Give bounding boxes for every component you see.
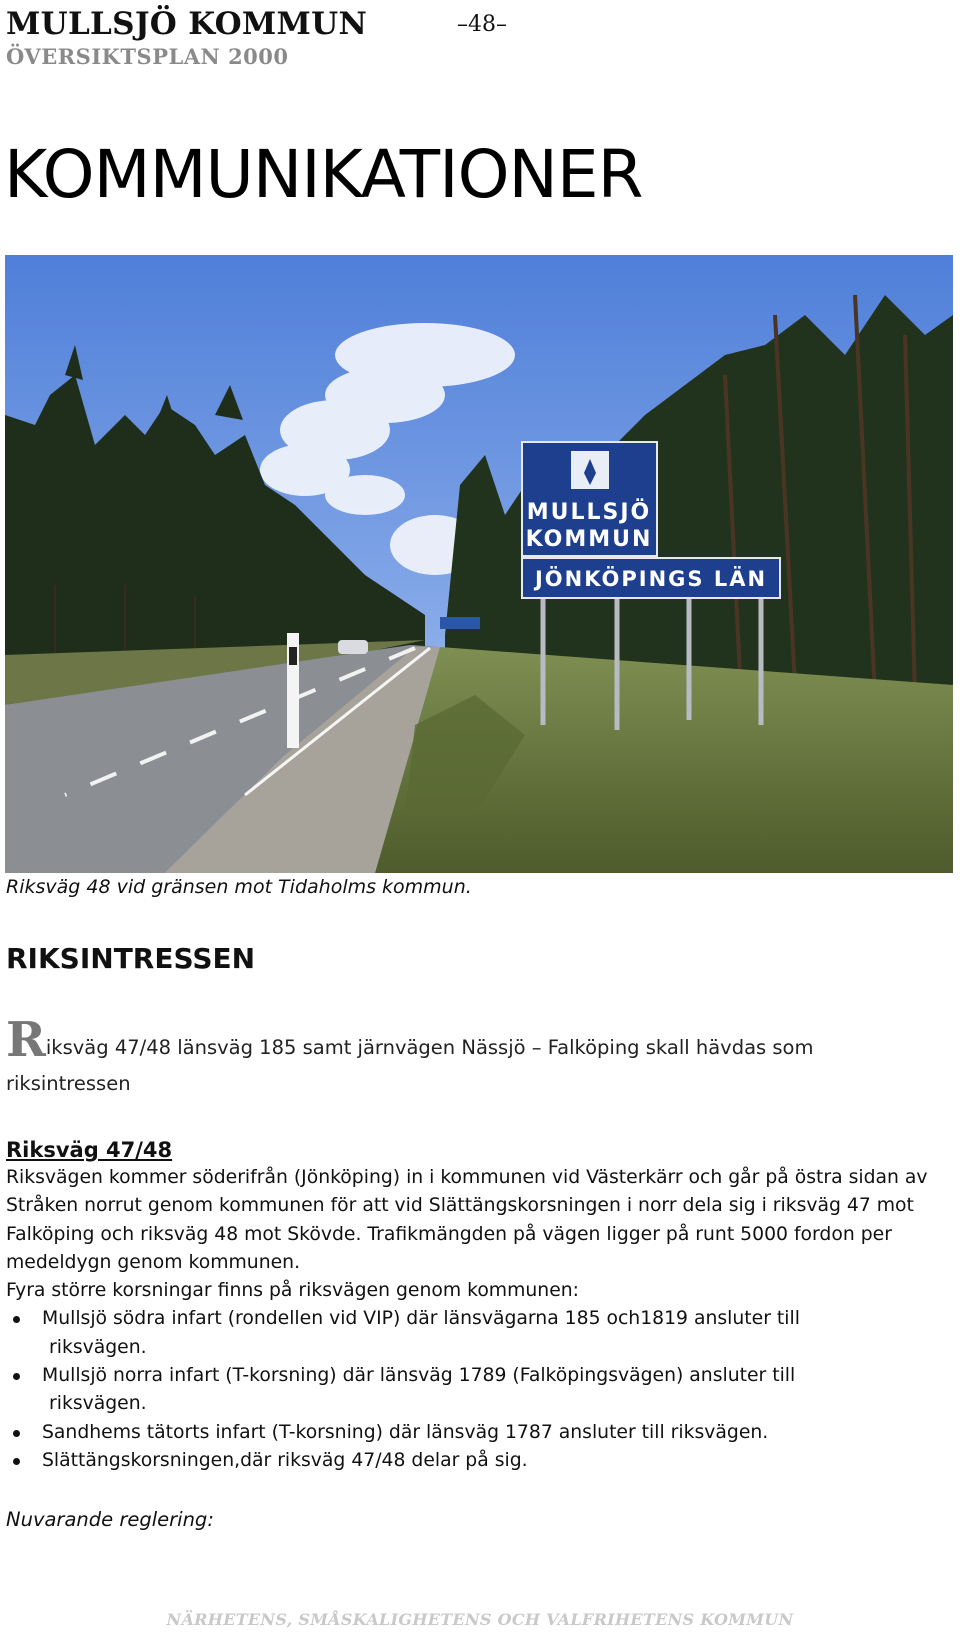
list-item-text: Sandhems tätorts infart (T-korsning) där länsväg 1787 ansluter till riksvägen.	[42, 1421, 769, 1443]
list-item	[6, 1419, 950, 1447]
sign-line1: MULLSJÖ	[526, 500, 652, 525]
municipality-name: MULLSJÖ KOMMUN	[6, 6, 368, 42]
list-item	[6, 1305, 950, 1362]
sign-line2: KOMMUN	[525, 527, 653, 552]
photo-caption: Riksväg 48 vid gränsen mot Tidaholms kommun.	[6, 876, 472, 898]
sign-county: JÖNKÖPINGS LÄN	[534, 567, 768, 591]
intro-paragraph	[6, 1012, 936, 1102]
list-item-continuation: riksvägen.	[49, 1336, 147, 1358]
page-number: –48–	[457, 12, 507, 37]
paragraph-1: Riksvägen kommer söderifrån (Jönköping) in i kommunen vid Västerkärr och går på östra sidan av Stråken norrut genom kommunen för att vid Slättängskorsningen i norr dela sig i riksväg 47 mot Falköping och riksväg 48 mot Skövde. Trafikmängden på vägen ligger på runt 5000 fordon per medeldygn genom kommunen.	[6, 1167, 928, 1273]
distant-sign	[440, 617, 480, 629]
drop-cap: R	[6, 1012, 46, 1068]
list-item-text: Mullsjö södra infart (rondellen vid VIP) där länsvägarna 185 och1819 ansluter till	[42, 1308, 800, 1330]
page-title: KOMMUNIKATIONER	[4, 136, 643, 213]
list-item-text: Slättängskorsningen,där riksväg 47/48 delar på sig.	[42, 1449, 528, 1471]
list-item-text: Mullsjö norra infart (T-korsning) där länsväg 1789 (Falköpingsvägen) ansluter till	[42, 1365, 796, 1387]
body-text	[6, 1164, 950, 1475]
bullet-icon	[13, 1316, 20, 1323]
bullet-icon	[13, 1430, 20, 1437]
crossing-list	[6, 1305, 950, 1475]
bullet-icon	[13, 1458, 20, 1465]
paragraph-2: Fyra större korsningar finns på riksvägen genom kommunen:	[6, 1280, 579, 1302]
car	[338, 640, 368, 654]
road-photo	[5, 255, 953, 873]
page-footer: NÄRHETENS, SMÅSKALIGHETENS OCH VALFRIHETENS KOMMUN	[166, 1610, 794, 1629]
regulation-note: Nuvarande reglering:	[6, 1508, 214, 1531]
sub-heading: Riksväg 47/48	[6, 1138, 173, 1162]
list-item	[6, 1362, 950, 1419]
intro-text: iksväg 47/48 länsväg 185 samt järnvägen Nässjö – Falköping skall hävdas som riksintressen	[6, 1036, 814, 1095]
section-heading: RIKSINTRESSEN	[6, 942, 256, 975]
plan-title: ÖVERSIKTSPLAN 2000	[6, 44, 289, 69]
list-item-continuation: riksvägen.	[49, 1393, 147, 1415]
bullet-icon	[13, 1373, 20, 1380]
list-item	[6, 1447, 950, 1475]
